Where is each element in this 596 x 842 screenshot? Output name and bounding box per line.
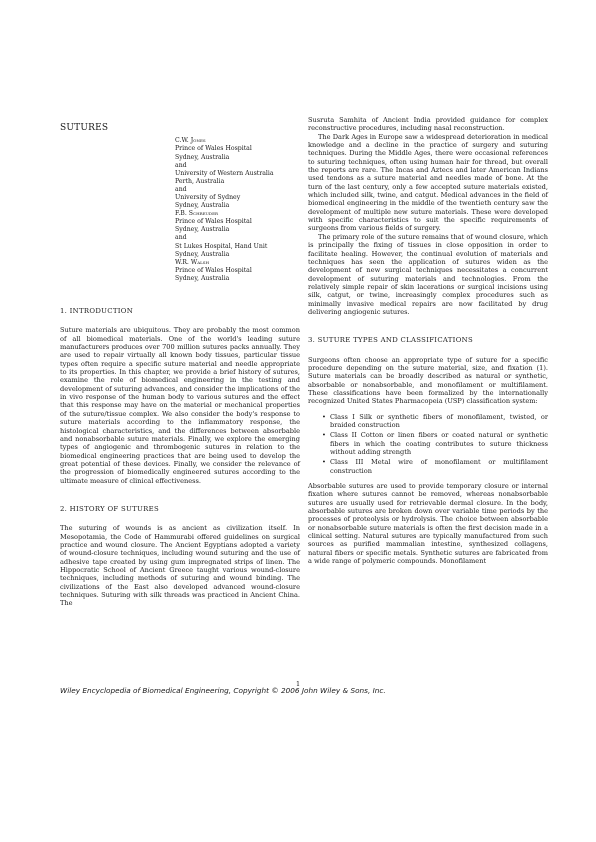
list-item: • Class III Metal wire of monofilament or multifilament construction — [322, 458, 548, 475]
author-name: W.R. Walsh — [175, 258, 209, 266]
affiliation-line: and — [175, 234, 187, 242]
section-heading-history: 2. HISTORY OF SUTURES — [60, 504, 159, 513]
affiliation-line: Sydney, Australia — [175, 226, 230, 234]
affiliation-line: Perth, Australia — [175, 177, 225, 185]
classification-list — [308, 413, 548, 475]
affiliation-line: Sydney, Australia — [175, 153, 230, 161]
affiliation-line: Prince of Wales Hospital — [175, 218, 252, 226]
affiliation-line: St Lukes Hospital, Hand Unit — [175, 242, 268, 250]
paragraph-history-continued: Susruta Samhita of Ancient India provided guidance for complex reconstructive procedures, including nasal reconstruction. — [308, 116, 548, 133]
affiliation-line: Sydney, Australia — [175, 274, 230, 282]
section-heading-introduction: 1. INTRODUCTION — [60, 307, 134, 316]
affiliation-line: Sydney, Australia — [175, 202, 230, 210]
list-item: • Class I Silk or synthetic fibers of monofilament, twisted, or braided construction — [322, 413, 548, 430]
right-column — [308, 116, 548, 566]
affiliation-line: and — [175, 185, 187, 193]
paragraph-absorbable: Absorbable sutures are used to provide temporary closure or internal fixation where sutures cannot be removed, whereas nonabsorbable sutures are usually used for retrievable dermal closure. In the body, absorbable sutures are broken down over variable time periods by the processes of proteolysis or hydrolysis. The choice between absorbable or nonabsorbable suture materials is often the first decision made in a clinical setting. Natural sutures are typically manufactured from such sources as purified mammalian intestine, synthesized collagens, natural fibers or specific metals. Synthetic sutures are fabricated from a wide range of polymeric compounds. Monofilament — [308, 482, 548, 566]
paragraph-introduction: Suture materials are ubiquitous. They are probably the most common of all biomedical materials. One of the world's leading suture manufacturers produces over 700 million sutures packs annually. They are used to repair virtually all known body tissues, particular tissue types often require a specific suture material and needle appropriate to its properties. In this chapter, we provide a brief history of sutures, examine the role of biomedical engineering in the testing and development of suturing advances, and consider the implications of the in vivo response of the human body to various sutures and the effect that this response may have on the material or mechanical properties of the suture/tissue complex. We also consider the body's response to suture materials according to the inflammatory response, the histological characteristics, and the differences between absorbable and nonabsorbable suture materials. Finally, we explore the emerging types of angiogenic and thrombogenic sutures in relation to the biomedical engineering practices that are being used to develop the great potential of these devices. Finally, we consider the relevance of the progression of biomedically engineered sutures according to the ultimate measure of clinical effectiveness. — [60, 326, 300, 485]
paragraph-primary-role: The primary role of the suture remains that of wound closure, which is principally the fixing of tissues in close opposition in order to facilitate healing. However, the continual evolution of materials and techniques has seen the application of sutures widen as the development of new surgical techniques necessitates a concurrent development of suturing materials and technologies. From the relatively simple repair of skin lacerations or surgical incisions using silk, catgut, or twine, increasingly complex procedures such as minimally invasive medical repairs are now facilitated by drug delivering angiogenic sutures. — [308, 232, 548, 316]
author-name: F.B. Schreuder — [175, 210, 219, 218]
paragraph-dark-ages: The Dark Ages in Europe saw a widespread deterioration in medical knowledge and a decline in the practice of surgery and suturing techniques. During the Middle Ages, there were occasional references to suturing techniques, often using human hair for thread, but overall the reports are rare. The Incas and Aztecs and later American Indians used tendons as a suture material and needles made of bone. At the turn of the last century, only a few accepted suture materials existed, which included silk, twine, and catgut. Medical advances in the field of biomedical engineering in the middle of the twentieth century saw the development of multiple new suture materials. These were developed with specific characteristics to suit the specific requirements of surgeons from various fields of surgery. — [308, 132, 548, 233]
list-item: • Class II Cotton or linen fibers or coated natural or synthetic fibers in which the coating contributes to suture thickness without adding strength — [322, 431, 548, 456]
left-column — [60, 124, 300, 608]
page-number: 1 — [295, 680, 301, 688]
author-name: C.W. Jones — [175, 137, 206, 145]
affiliation-line: University of Sydney — [175, 194, 241, 201]
article-title: SUTURES — [60, 123, 109, 133]
author-block — [175, 137, 300, 283]
affiliation-line: University of Western Australia — [175, 169, 274, 177]
section-heading-types: 3. SUTURE TYPES AND CLASSIFICATIONS — [308, 336, 474, 345]
affiliation-line: Prince of Wales Hospital — [175, 266, 252, 274]
paragraph-types: Surgeons often choose an appropriate type of suture for a specific procedure depending on the suture material, size, and fixation (1). Suture materials can be broadly described as natural or synthetic, absorbable or nonabsorbable, and monofilament or multifilament. These classifications have been formalized by the internationally recognized United States Pharmacopeia (USP) classification system: — [308, 355, 548, 406]
footer-copyright: Wiley Encyclopedia of Biomedical Engineering, Copyright © 2006 John Wiley & Sons, Inc. — [60, 686, 386, 695]
affiliation-line: Prince of Wales Hospital — [175, 145, 252, 153]
paragraph-history: The suturing of wounds is as ancient as civilization itself. In Mesopotamia, the Code of Hammurabi offered guidelines on surgical practice and wound closure. The Ancient Egyptians adopted a variety of wound-closure techniques, including wound suturing and the use of adhesive tape created by using gum impregnated strips of linen. The Hippocratic School of Ancient Greece taught various wound-closure techniques, including methods of suturing and wound binding. The civilizations of the East also developed advanced wound-closure techniques. Suturing with silk threads was practiced in Ancient China. The — [60, 524, 300, 608]
affiliation-line: and — [175, 161, 187, 169]
affiliation-line: Sydney, Australia — [175, 250, 230, 258]
